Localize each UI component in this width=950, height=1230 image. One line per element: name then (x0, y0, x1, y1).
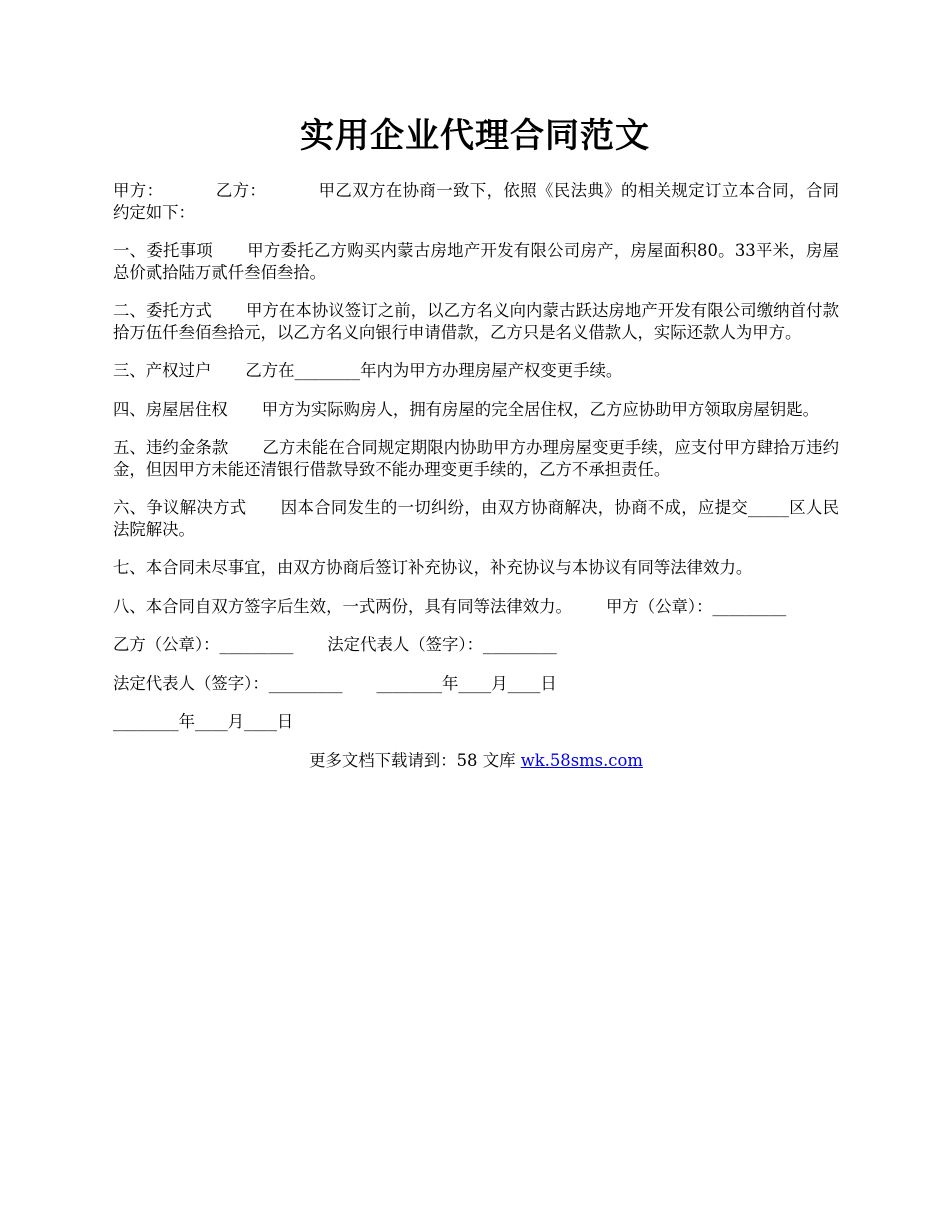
clause-2 (113, 300, 839, 343)
clause-text: 乙方在________年内为甲方办理房屋产权变更手续。 (245, 361, 623, 380)
clause-text: 乙方未能在合同规定期限内协助甲方办理房屋变更手续，应支付甲方肆拾万违约金，但因甲方未能还清银行借款导致不能办理变更手续的，乙方不承担责任。 (113, 438, 840, 479)
clause-1 (113, 240, 839, 283)
clause-heading: 三、产权过户 (113, 361, 212, 380)
clause-8 (113, 596, 839, 618)
clause-text: 甲方为实际购房人，拥有房屋的完全居住权，乙方应协助甲方领取房屋钥匙。 (261, 399, 820, 419)
clause-text: 七、本合同未尽事宜，由双方协商后签订补充协议，补充协议与本协议有同等法律效力。 (113, 558, 753, 577)
intro-text: 甲乙双方在协商一致下，依照《民法典》的相关规定订立本合同，合同约定如下： (113, 181, 840, 222)
clause-text: 因本合同发生的一切纠纷，由双方协商解决，协商不成，应提交_____区人民法院解决。 (113, 498, 839, 539)
contract-body (113, 180, 839, 788)
clause-text: 甲方在本协议签订之前，以乙方名义向内蒙古跃达房地产开发有限公司缴纳首付款拾万伍仟叁佰叁拾元，以乙方名义向银行申请借款，乙方只是名义借款人，实际还款人为甲方。 (113, 301, 840, 342)
signature-line-3 (113, 711, 839, 733)
clause-4 (113, 399, 839, 421)
signature-line-2 (113, 673, 839, 695)
footer (113, 750, 839, 772)
clause-heading: 一、委托事项 (113, 241, 213, 260)
clause-5 (113, 437, 839, 480)
party-a-label: 甲方： (113, 181, 164, 200)
clause-heading: 二、委托方式 (113, 301, 212, 320)
footer-text: 更多文档下载请到：58 文库 (309, 750, 521, 770)
clause-text: 八、本合同自双方签字后生效，一式两份，具有同等法律效力。 (113, 596, 572, 616)
clause-3 (113, 360, 839, 382)
document-title: 实用企业代理合同范文 (300, 116, 650, 156)
clause-text: 甲方委托乙方购买内蒙古房地产开发有限公司房产，房屋面积80。33平米，房屋总价贰拾陆万贰仟叁佰叁拾。 (113, 241, 840, 282)
legal-rep-signature: 法定代表人（签字）：_________ (113, 673, 343, 693)
clause-7 (113, 557, 839, 579)
clause-heading: 五、违约金条款 (113, 438, 229, 457)
party-b-seal: 乙方（公章）：_________ (113, 635, 294, 654)
footer-link[interactable]: wk.58sms.com (520, 750, 643, 770)
clause-6 (113, 497, 839, 540)
party-a-seal: 甲方（公章）：_________ (605, 596, 787, 616)
legal-rep-signature: 法定代表人（签字）：_________ (327, 635, 557, 654)
party-b-label: 乙方： (215, 181, 267, 200)
signature-date: ________年____月____日 (376, 673, 557, 693)
signature-line-1 (113, 634, 839, 656)
clause-heading: 六、争议解决方式 (113, 498, 247, 517)
intro-paragraph (113, 180, 839, 223)
clause-heading: 四、房屋居住权 (113, 399, 228, 419)
signature-date: ________年____月____日 (113, 712, 294, 731)
